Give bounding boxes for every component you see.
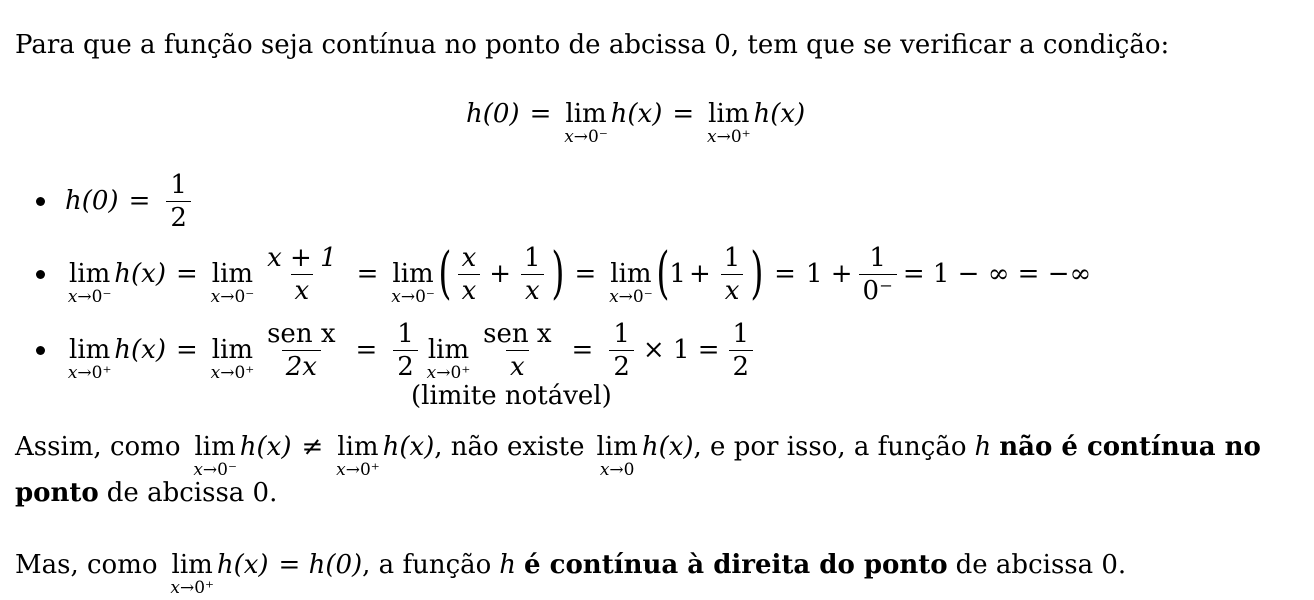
fraction: $\frac{1}{x}$ [720,245,745,304]
bullet-dot [36,270,45,279]
fraction: $\frac{\text{sen x}}{x}$ [483,318,552,382]
one: 1 [669,259,686,289]
equals-sign: = [128,186,151,216]
limit-left: lim x→0⁻ [67,259,112,307]
equals-sign: = [574,259,597,289]
hx-term: h(x) [753,99,806,129]
equals-sign: = [355,335,378,365]
fraction: $\frac{x + 1}{x}$ [267,242,337,306]
intro-text: Para que a função seja contínua no ponto de abcissa 0, tem que se verificar a condição: [15,30,1170,60]
h0-term: = h(0) [278,550,363,580]
continuity-condition [466,84,806,147]
limit-right: lim x→0⁺ [426,335,471,383]
limit-left: lim x→0⁻ [193,432,237,480]
not-equal-sign: ≠ [301,432,324,462]
limit-right: lim x→0⁺ [170,550,214,598]
bullet-dot [36,197,45,206]
conclusion-line-2 [15,480,277,506]
fraction-half: $\frac{1}{2}$ [166,172,191,231]
conclusion-text: , e por isso, a função [693,432,967,462]
expr-result: = 1 − ∞ = −∞ [902,259,1092,289]
conclusion-line-3 [15,538,1127,598]
fraction: $\frac{\text{sen x}}{2x}$ [267,318,336,382]
function-h: h [974,432,992,462]
equals-sign: = [529,99,552,129]
hx-term: h(x) [114,259,166,289]
fraction-half: $\frac{1}{2}$ [609,321,634,380]
equals-sign: = [672,99,695,129]
limit-left: lim x→0⁻ [609,259,653,307]
equals-sign: = [774,259,796,289]
times-one: × 1 = [642,335,720,365]
equals-sign: = [571,335,594,365]
limit-left: lim x→0⁻ [210,259,255,307]
limit-right: lim x→0⁺ [336,432,380,480]
h0-term: h(0) [65,186,119,216]
conclusion-text: , não existe [434,432,585,462]
fraction-half: $\frac{1}{2}$ [393,321,418,380]
fraction: $\frac{x}{x}$ [458,245,481,304]
conclusion-text: de abcissa 0. [106,478,278,508]
equals-sign: = [356,259,379,289]
fraction: $\frac{1}{0^-}$ [859,245,897,304]
conclusion-text: Assim, como [15,432,181,462]
equals-sign: = [176,335,198,365]
limit-left: lim x→0⁻ [391,259,435,307]
bold-claim: é contínua à direita do ponto [524,550,948,580]
expr-tail: 1 + [805,259,853,289]
hx-term: h(x) [641,432,694,462]
bullet-left-limit [36,236,1091,312]
right-paren: ) [750,240,764,306]
right-paren: ) [550,240,565,306]
function-h: h [499,550,517,580]
conclusion-text: de abcissa 0. [955,550,1127,580]
h0-term: h(0) [466,99,520,129]
hx-term: h(x) [382,432,435,462]
bullet-right-limit [36,318,759,382]
limit-right: lim x→0⁺ [67,335,112,383]
plus-sign: + [688,259,711,289]
bold-claim: ponto [15,478,99,508]
hx-term: h(x) [114,335,166,365]
fraction-half: $\frac{1}{2}$ [729,321,754,380]
conclusion-line-1 [15,420,1261,480]
equals-sign: = [176,259,198,289]
limit-left: lim x→0⁻ [564,99,608,147]
conclusion-text: , a função [362,550,492,580]
hx-term: h(x) [239,432,292,462]
left-paren: ( [438,240,452,306]
bullet-dot [36,346,45,355]
fraction: $\frac{1}{x}$ [520,245,545,304]
left-paren: ( [655,240,670,306]
bold-claim: não é contínua no [999,432,1261,462]
limit-right: lim x→0⁺ [707,99,751,147]
conclusion-text: Mas, como [15,550,158,580]
notable-limit-note: (limite notável) [411,381,612,411]
bullet-h0 [36,168,197,234]
plus-sign: + [489,259,512,289]
limit-right: lim x→0⁺ [210,335,255,383]
limit-zero: lim x→0 [596,432,638,480]
hx-term: h(x) [610,99,663,129]
hx-term: h(x) [216,550,269,580]
